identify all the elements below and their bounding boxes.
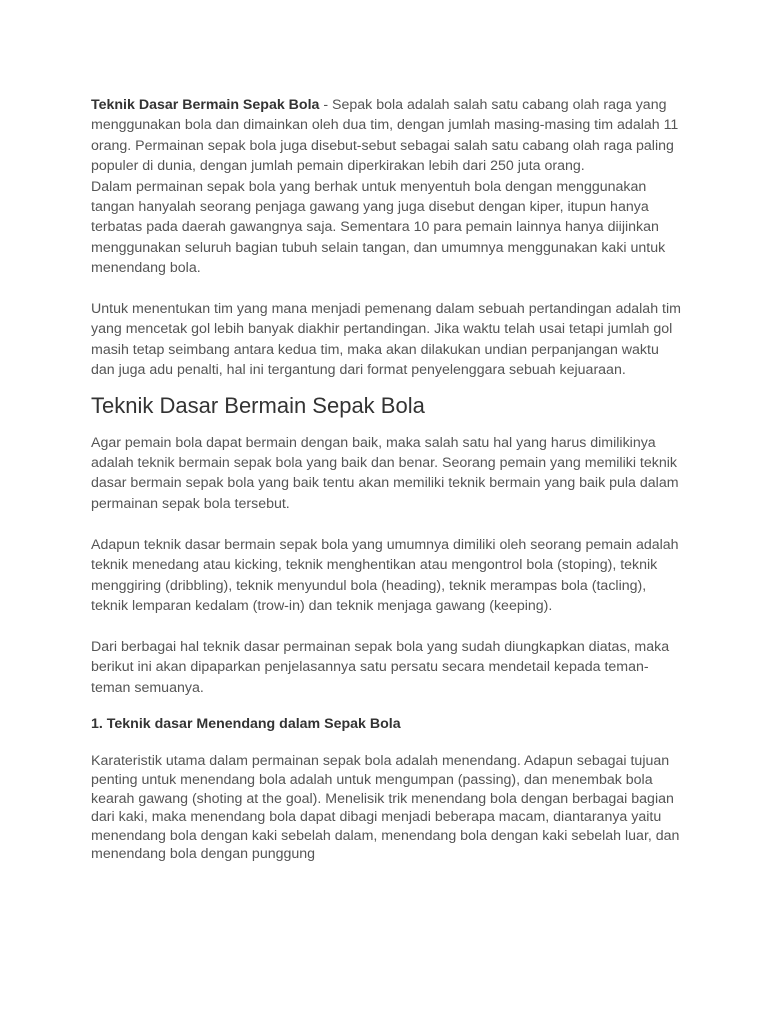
paragraph-keeper: Dalam permainan sepak bola yang berhak untuk menyentuh bola dengan menggunakan tangan hanyalah seorang penjaga gawang yang juga disebut dengan kiper, itupun hanya terbatas pada daerah gawangnya saja. Sementara 10 para pemain lainnya hanya diijinkan menggunakan seluruh bagian tubuh selain tangan, dan umumnya menggunakan kaki untuk menendang bola. — [91, 178, 666, 277]
intro-paragraph — [91, 95, 684, 177]
section-paragraph-1: Agar pemain bola dapat bermain dengan baik, maka salah satu hal yang harus dimilikinya adalah teknik bermain sepak bola yang baik dan benar. Seorang pemain yang memiliki teknik dasar bermain sepak bola yang baik tentu akan memiliki teknik bermain yang baik pula dalam permainan sepak bola tersebut. — [91, 434, 679, 512]
intro-bold-lead: Teknik Dasar Bermain Sepak Bola — [91, 97, 320, 113]
paragraph-winner: Untuk menentukan tim yang mana menjadi pemenang dalam sebuah pertandingan adalah tim yang mencetak gol lebih banyak diakhir pertandingan. Jika waktu telah usai tetapi jumlah gol masih tetap seimbang antara kedua tim, maka akan dilakukan undian perpanjangan waktu dan juga adu penalti, hal ini tergantung dari format penyelenggara sebuah kejuaraan. — [91, 301, 681, 379]
subsection-paragraph: Karateristik utama dalam permainan sepak bola adalah menendang. Adapun sebagai tujuan penting untuk menendang bola adalah untuk mengumpan (passing), dan menembak bola kearah gawang (shoting at the goal). Menelisik trik menendang bola dengan berbagai bagian dari kaki, maka menendang bola dapat dibagi menjadi beberapa macam, diantaranya yaitu menendang bola dengan kaki sebelah dalam, menendang bola dengan kaki sebelah luar, dan menendang bola dengan punggung — [91, 753, 680, 863]
section-heading: Teknik Dasar Bermain Sepak Bola — [91, 392, 425, 418]
subsection-heading: 1. Teknik dasar Menendang dalam Sepak Bola — [91, 715, 401, 732]
section-paragraph-3: Dari berbagai hal teknik dasar permainan sepak bola yang sudah diungkapkan diatas, maka berikut ini akan dipaparkan penjelasannya satu persatu secara mendetail kepada teman-teman semuanya. — [91, 638, 670, 696]
intro-text: - Sepak bola adalah salah satu cabang olah raga yang menggunakan bola dan dimainkan oleh dua tim, dengan jumlah masing-masing tim adalah 11 orang. Permainan sepak bola juga disebut-sebut sebagai salah satu cabang olah raga paling populer di dunia, dengan jumlah pemain diperkirakan lebih dari 250 juta orang. — [91, 97, 679, 175]
section-paragraph-2: Adapun teknik dasar bermain sepak bola yang umumnya dimiliki oleh seorang pemain adalah teknik menedang atau kicking, teknik menghentikan atau mengontrol bola (stoping), teknik menggiring (dribbling), teknik menyundul bola (heading), teknik merampas bola (tacling), teknik lemparan kedalam (trow-in) dan teknik menjaga gawang (keeping). — [91, 536, 679, 614]
